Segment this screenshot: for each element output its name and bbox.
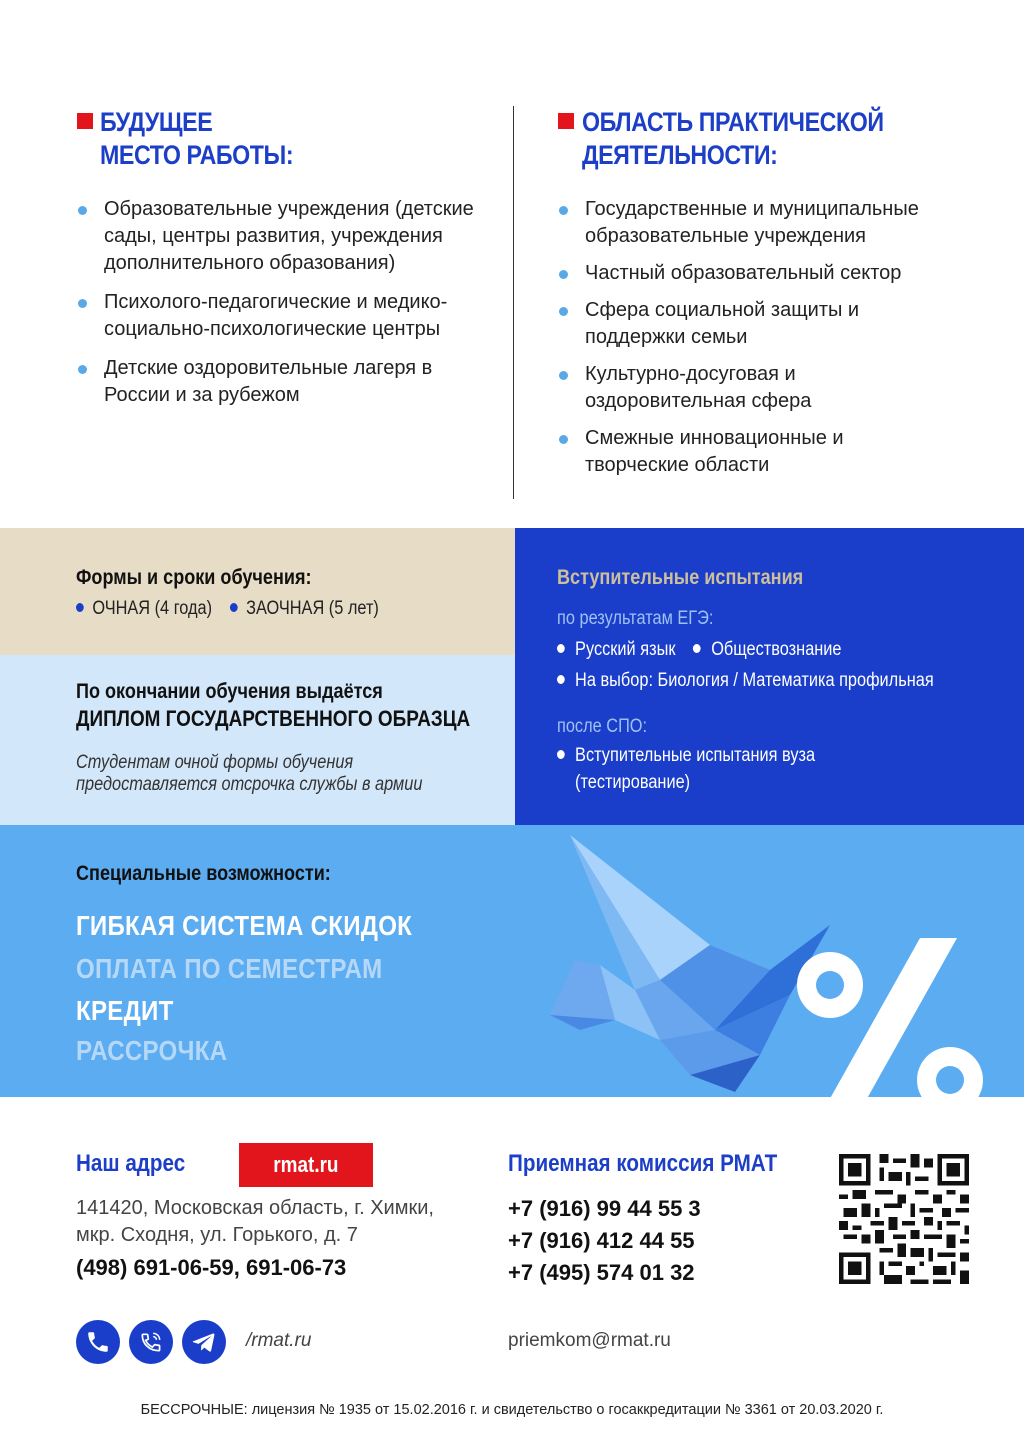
bullet-dot — [230, 603, 238, 612]
red-square-marker — [77, 113, 93, 129]
address-line1: 141420, Московская область, г. Химки, — [76, 1197, 434, 1219]
practice-area-list — [557, 196, 977, 479]
spo-line1: Вступительные испытания вуза — [575, 745, 816, 766]
future-work-title-line1: БУДУЩЕЕ — [100, 107, 213, 137]
practice-area-title-line1: ОБЛАСТЬ ПРАКТИЧЕСКОЙ — [582, 107, 884, 137]
future-work-title — [100, 106, 293, 172]
bullet-dot — [557, 750, 565, 759]
license-text: БЕССРОЧНЫЕ: лицензия № 1935 от 15.02.2016 г. и свидетельство о госаккредитации № 3361 от 20.03.2020 г. — [140, 1402, 884, 1418]
bullet-dot — [76, 603, 84, 612]
practice-area-title-line2: ДЕЯТЕЛЬНОСТИ: — [582, 140, 778, 170]
bullet-dot — [557, 675, 565, 684]
exams-title: Вступительные испытания — [557, 566, 804, 589]
admission-phones — [508, 1193, 701, 1289]
email-link[interactable]: priemkom@rmat.ru — [508, 1330, 671, 1351]
admission-phone[interactable]: +7 (916) 412 44 55 — [508, 1228, 695, 1253]
list-item: Сфера социальной защиты и поддержки семьи — [557, 297, 885, 351]
list-item: Государственные и муниципальные образовательные учреждения — [557, 196, 977, 250]
admission-title: Приемная комиссия РМАТ — [508, 1150, 778, 1177]
admission-phone[interactable]: +7 (495) 574 01 32 — [508, 1260, 695, 1285]
study-forms-panel — [0, 528, 515, 655]
form-extramural: ЗАОЧНАЯ (5 лет) — [246, 598, 379, 619]
option-installment: РАССРОЧКА — [76, 1035, 228, 1066]
whatsapp-icon — [85, 1329, 111, 1355]
spo-exams — [557, 742, 815, 796]
study-forms-title: Формы и сроки обучения: — [76, 566, 312, 589]
option-discounts: ГИБКАЯ СИСТЕМА СКИДОК — [76, 910, 413, 941]
list-item: Психолого-педагогические и медико-социально-психологические центры — [76, 289, 476, 343]
special-title: Специальные возможности: — [76, 862, 331, 885]
option-semester-payment: ОПЛАТА ПО СЕМЕСТРАМ — [76, 953, 383, 984]
ege-choice: На выбор: Биология / Математика профильная — [575, 670, 934, 691]
bullet-dot — [693, 644, 701, 653]
list-item: Образовательные учреждения (детские сады, центры развития, учреждения дополнительного образования) — [76, 196, 476, 277]
address-title: Наш адрес — [76, 1150, 186, 1177]
spo-label: после СПО: — [557, 716, 648, 737]
army-line2: предоставляется отсрочка службы в армии — [76, 774, 423, 795]
red-square-marker — [558, 113, 574, 129]
site-badge-label: rmat.ru — [273, 1152, 339, 1177]
ege-label: по результатам ЕГЭ: — [557, 608, 714, 629]
list-item: Смежные инновационные и творческие области — [557, 425, 875, 479]
practice-area-title — [582, 106, 884, 172]
army-line1: Студентам очной формы обучения — [76, 752, 354, 773]
percent-icon — [785, 930, 995, 1097]
army-deferral-note — [76, 752, 422, 796]
spo-line2: (тестирование) — [575, 772, 691, 793]
diploma-line2: ДИПЛОМ ГОСУДАРСТВЕННОГО ОБРАЗЦА — [76, 706, 471, 731]
admission-phone[interactable]: +7 (916) 99 44 55 3 — [508, 1196, 701, 1221]
viber-button[interactable] — [129, 1320, 173, 1364]
option-credit: КРЕДИТ — [76, 995, 174, 1026]
future-work-list — [76, 196, 476, 409]
ege-subject: Русский язык — [575, 639, 676, 660]
list-item: Частный образовательный сектор — [557, 260, 977, 287]
main-phones: (498) 691-06-59, 691-06-73 — [76, 1255, 347, 1280]
site-badge-link[interactable] — [239, 1143, 373, 1187]
list-item: Детские оздоровительные лагеря в России и за рубежом — [76, 355, 476, 409]
spo-row — [557, 742, 815, 769]
address-text — [76, 1195, 434, 1249]
social-site-link[interactable]: /rmat.ru — [246, 1330, 312, 1351]
list-item: Культурно-досуговая и оздоровительная сфера — [557, 361, 875, 415]
ege-subject: Обществознание — [711, 639, 842, 660]
viber-icon — [138, 1329, 164, 1355]
qr-code-icon[interactable] — [839, 1154, 969, 1284]
form-fulltime: ОЧНАЯ (4 года) — [92, 598, 213, 619]
study-forms-line — [76, 598, 379, 620]
address-line2: мкр. Сходня, ул. Горького, д. 7 — [76, 1224, 358, 1246]
ege-subjects — [557, 636, 934, 694]
future-work-title-line2: МЕСТО РАБОТЫ: — [100, 140, 294, 170]
bullet-dot — [557, 644, 565, 653]
whatsapp-button[interactable] — [76, 1320, 120, 1364]
telegram-button[interactable] — [182, 1320, 226, 1364]
ege-subject-row — [557, 636, 934, 663]
ege-choice-row — [557, 667, 934, 694]
diploma-line1: По окончании обучения выдаётся — [76, 680, 383, 703]
telegram-icon — [191, 1329, 217, 1355]
column-divider — [513, 106, 514, 499]
